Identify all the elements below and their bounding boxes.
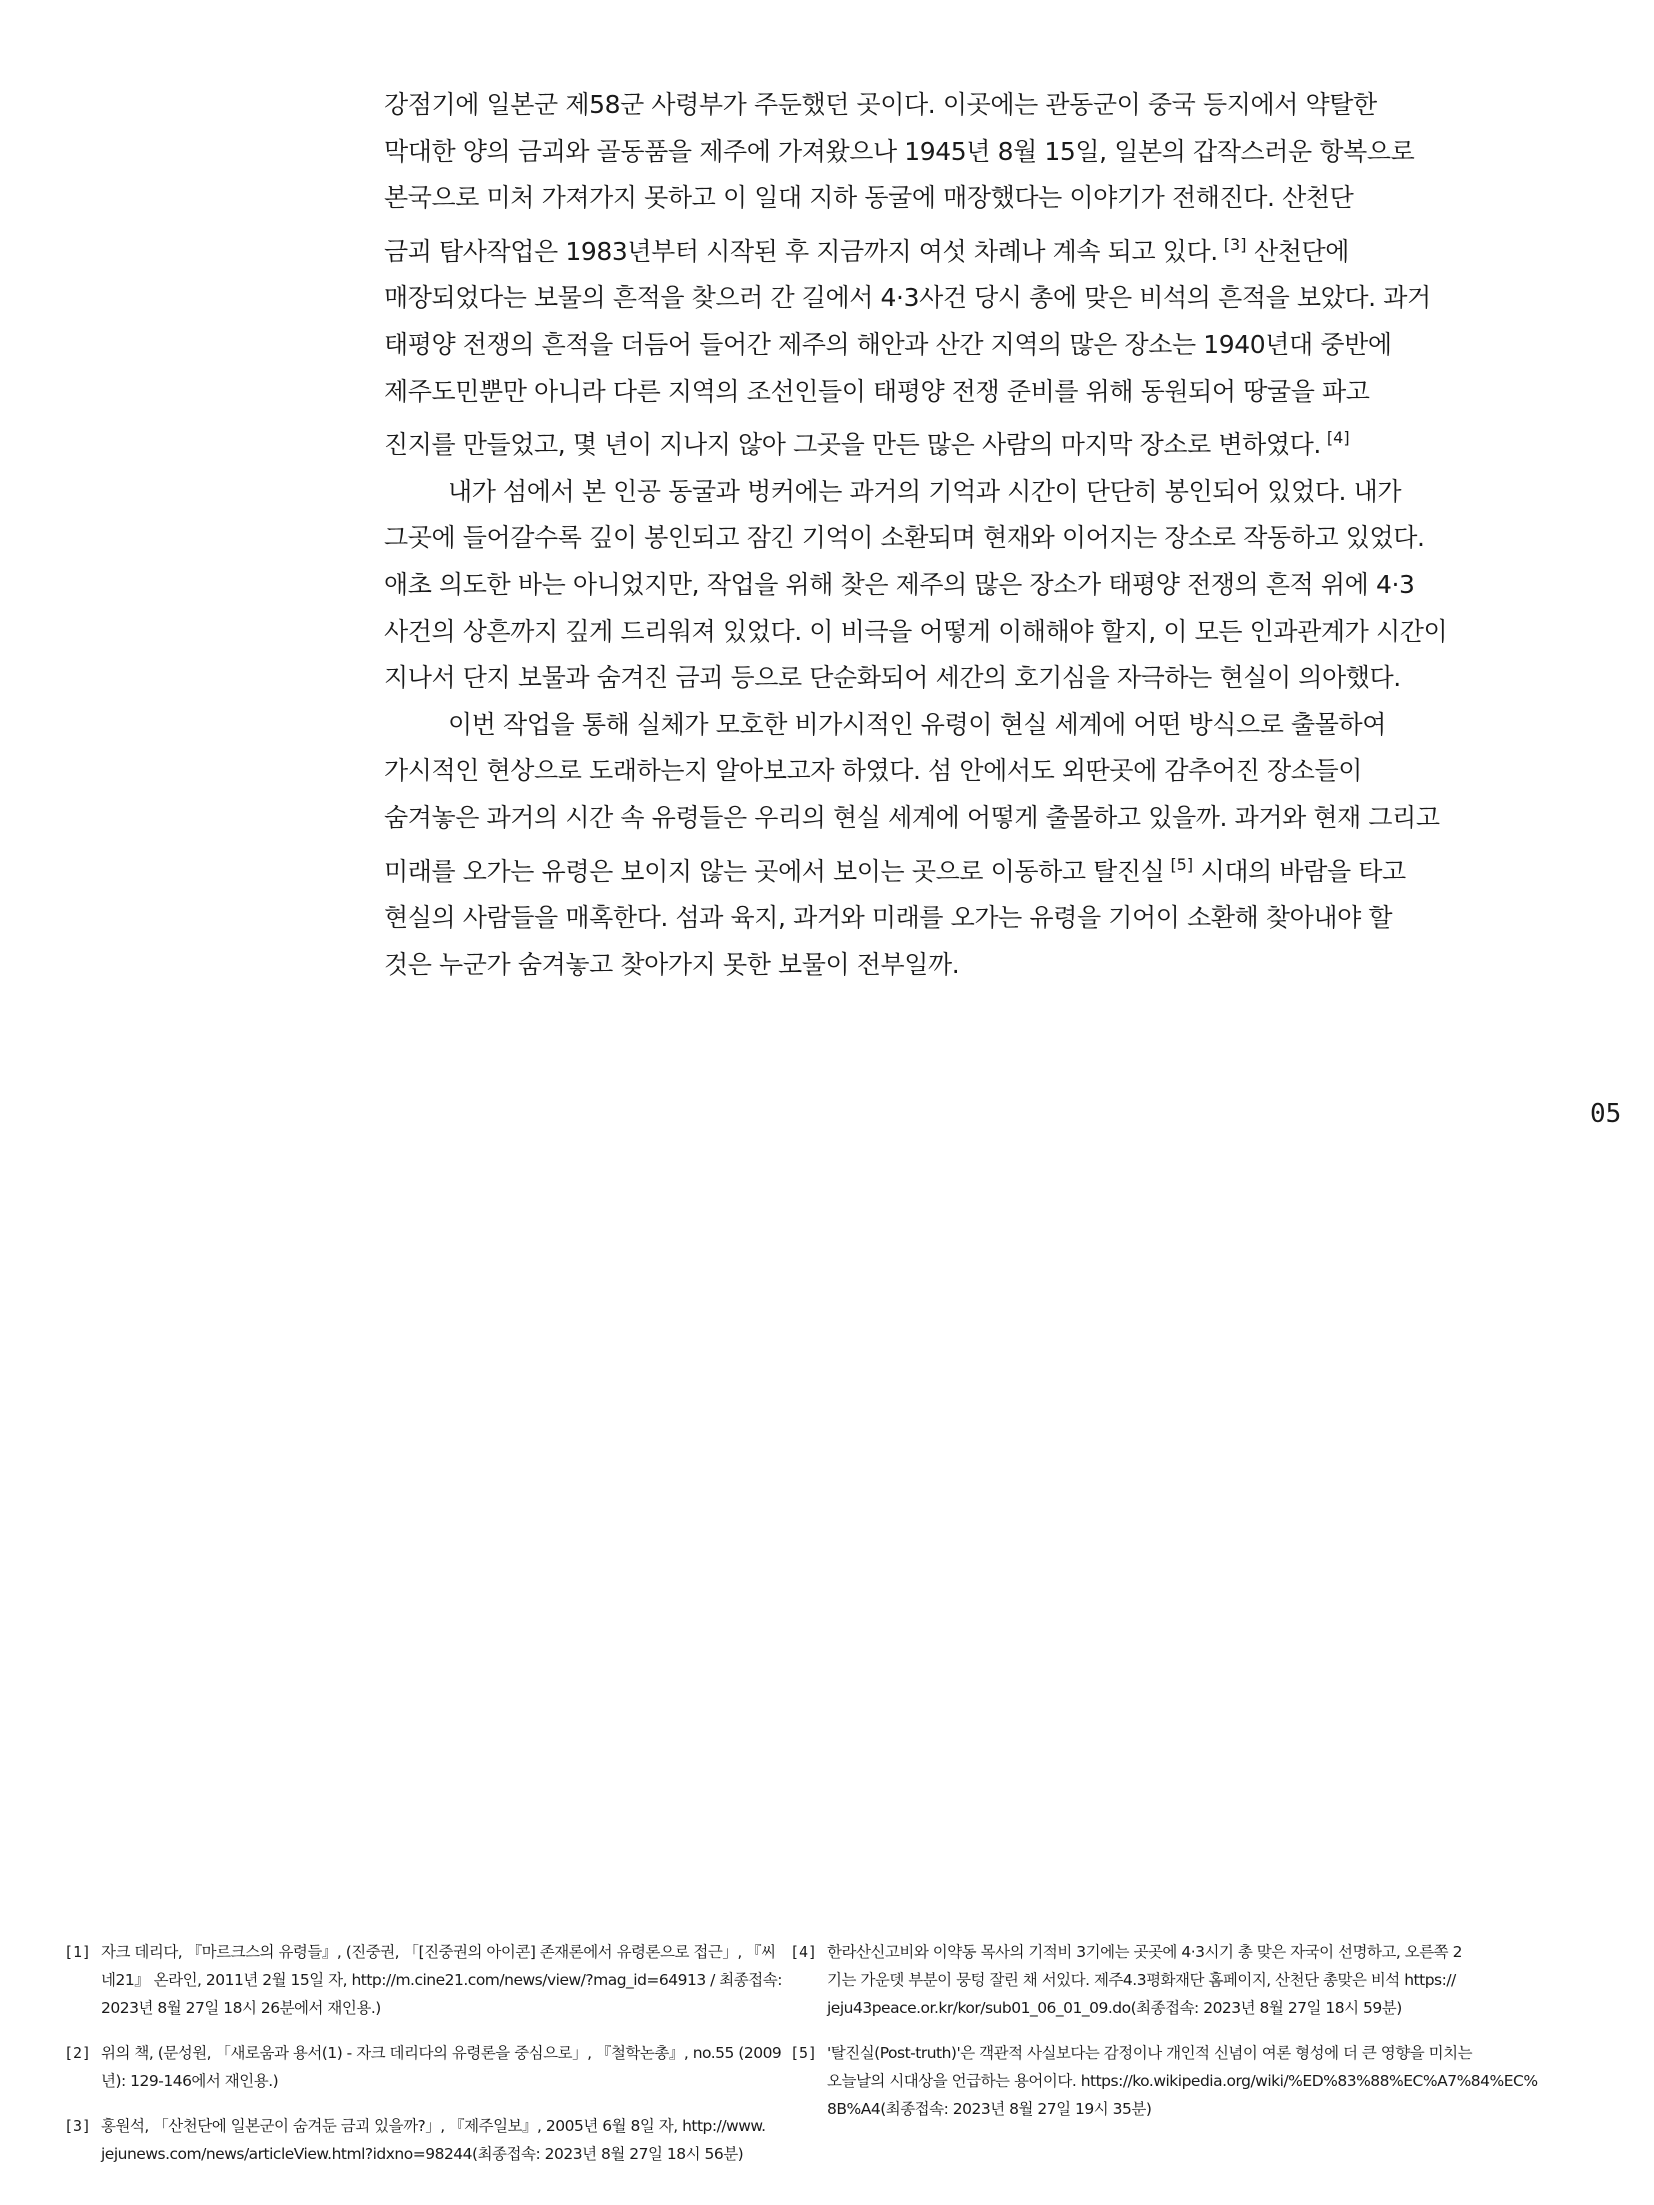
footnote-text-line: 자크 데리다, 『마르크스의 유령들』, (진중권, 「[진중권의 아이콘] 존재론에서 유령론으로 접근」, 『씨 — [101, 1943, 776, 1961]
body-line — [384, 469, 1504, 516]
body-line-text: 막대한 양의 금괴와 골동품을 제주에 가져왔으나 1945년 8월 15일, 일본의 갑작스러운 항복으로 — [384, 136, 1415, 166]
body-line-text-after-ref: 시대의 바람을 타고 — [1193, 856, 1406, 886]
footnote-text-line: 한라산신고비와 이약동 목사의 기적비 3기에는 곳곳에 4·3시기 총 맞은 자국이 선명하고, 오른쪽 2 — [827, 1943, 1462, 1961]
body-text — [384, 82, 1504, 988]
footnote-marker: [1] — [64, 1943, 92, 1961]
footnote-marker: [4] — [790, 1943, 818, 1961]
footnotes-right-column — [790, 1938, 1538, 2140]
footnote-text-line: '탈진실(Post-truth)'은 객관적 사실보다는 감정이나 개인적 신념이 여론 형성에 더 큰 영향을 미치는 — [827, 2044, 1473, 2062]
footnote-text-line: jejunews.com/news/articleView.html?idxno=98244(최종접속: 2023년 8월 27일 18시 56분) — [101, 2145, 744, 2163]
body-line-text: 것은 누군가 숨겨놓고 찾아가지 못한 보물이 전부일까. — [384, 949, 960, 979]
body-line — [384, 175, 1504, 222]
body-line-text: 강점기에 일본군 제58군 사령부가 주둔했던 곳이다. 이곳에는 관동군이 중국 등지에서 약탈한 — [384, 90, 1377, 119]
footnote-text-line: 홍원석, 「산천단에 일본군이 숨겨둔 금괴 있을까?」, 『제주일보』, 2005년 6월 8일 자, http://www. — [101, 2117, 766, 2135]
footnote-reference[interactable]: [3] — [1223, 234, 1247, 254]
body-line-text: 애초 의도한 바는 아니었지만, 작업을 위해 찾은 제주의 많은 장소가 태평양 전쟁의 흔적 위에 4·3 — [384, 569, 1415, 599]
body-line — [384, 515, 1504, 562]
footnote-text-line: jeju43peace.or.kr/kor/sub01_06_01_09.do(최종접속: 2023년 8월 27일 18시 59분) — [827, 1999, 1402, 2017]
footnote — [790, 2039, 1538, 2123]
body-line — [384, 275, 1504, 322]
body-line-text: 제주도민뿐만 아니라 다른 지역의 조선인들이 태평양 전쟁 준비를 위해 동원되어 땅굴을 파고 — [384, 376, 1370, 406]
body-line-text: 지나서 단지 보물과 숨겨진 금괴 등으로 단순화되어 세간의 호기심을 자극하는 현실이 의아했다. — [384, 663, 1401, 693]
footnote-text-line: 8B%A4(최종접속: 2023년 8월 27일 19시 35분) — [827, 2100, 1152, 2118]
footnote-text-line: 2023년 8월 27일 18시 26분에서 재인용.) — [101, 1999, 381, 2017]
body-line — [384, 82, 1504, 129]
body-line-text: 본국으로 미처 가져가지 못하고 이 일대 지하 동굴에 매장했다는 이야기가 전해진다. 산천단 — [384, 183, 1354, 213]
body-line — [384, 129, 1504, 176]
body-line-text-after-ref: 산천단에 — [1246, 236, 1350, 266]
footnote-reference[interactable]: [4] — [1326, 428, 1350, 448]
footnote-text-line: 오늘날의 시대상을 언급하는 용어이다. https://ko.wikipedia.org/wiki/%ED%83%88%EC%A7%84%EC% — [827, 2072, 1538, 2090]
body-line — [384, 655, 1504, 702]
footnotes-left-column — [64, 1938, 782, 2185]
body-line — [384, 842, 1504, 896]
body-line-text: 숨겨놓은 과거의 시간 속 유령들은 우리의 현실 세계에 어떻게 출몰하고 있을까. 과거와 현재 그리고 — [384, 802, 1440, 832]
body-line — [384, 562, 1504, 609]
footnote-marker: [3] — [64, 2117, 92, 2135]
page-number: 05 — [1590, 1099, 1622, 1129]
footnote-text-line: 네21』 온라인, 2011년 2월 15일 자, http://m.cine21.com/news/view/?mag_id=64913 / 최종접속: — [101, 1971, 782, 1989]
body-line — [384, 609, 1504, 656]
footnote-text-line: 위의 책, (문성원, 「새로움과 용서(1) - 자크 데리다의 유령론을 중심으로」, 『철학논총』, no.55 (2009 — [101, 2044, 782, 2062]
body-line-text: 금괴 탐사작업은 1983년부터 시작된 후 지금까지 여섯 차례나 계속 되고 있다. — [384, 236, 1218, 266]
footnote — [64, 1938, 782, 2022]
body-line — [384, 702, 1504, 749]
body-line — [384, 748, 1504, 795]
body-line — [384, 222, 1504, 276]
body-line — [384, 942, 1504, 989]
body-line-text: 그곳에 들어갈수록 깊이 봉인되고 잠긴 기억이 소환되며 현재와 이어지는 장소로 작동하고 있었다. — [384, 523, 1425, 553]
body-line-text: 진지를 만들었고, 몇 년이 지나지 않아 그곳을 만든 많은 사람의 마지막 장소로 변하였다. — [384, 430, 1321, 460]
body-line-text: 이번 작업을 통해 실체가 모호한 비가시적인 유령이 현실 세계에 어떤 방식으로 출몰하여 — [448, 709, 1387, 739]
body-line-text: 매장되었다는 보물의 흔적을 찾으러 간 길에서 4·3사건 당시 총에 맞은 비석의 흔적을 보았다. 과거 — [384, 283, 1431, 313]
body-line-text: 가시적인 현상으로 도래하는지 알아보고자 하였다. 섬 안에서도 외딴곳에 감추어진 장소들이 — [384, 756, 1362, 786]
footnote-reference[interactable]: [5] — [1170, 854, 1194, 874]
body-line — [384, 415, 1504, 469]
body-line-text: 태평양 전쟁의 흔적을 더듬어 들어간 제주의 해안과 산간 지역의 많은 장소는 1940년대 중반에 — [384, 329, 1392, 359]
body-line-text: 내가 섬에서 본 인공 동굴과 벙커에는 과거의 기억과 시간이 단단히 봉인되어 있었다. 내가 — [448, 476, 1402, 506]
footnote-text-line: 기는 가운뎃 부분이 뭉텅 잘린 채 서있다. 제주4.3평화재단 홈페이지, 산천단 총맞은 비석 https:// — [827, 1971, 1456, 1989]
footnote — [64, 2112, 766, 2168]
body-line-text: 사건의 상흔까지 깊게 드리워져 있었다. 이 비극을 어떻게 이해해야 할지, 이 모든 인과관계가 시간이 — [384, 616, 1448, 646]
footnote — [790, 1938, 1490, 2022]
body-line — [384, 895, 1504, 942]
body-line — [384, 322, 1504, 369]
footnote-marker: [5] — [790, 2044, 818, 2062]
footnote-marker: [2] — [64, 2044, 92, 2062]
footnote-text-line: 년): 129-146에서 재인용.) — [101, 2072, 279, 2090]
body-line-text: 미래를 오가는 유령은 보이지 않는 곳에서 보이는 곳으로 이동하고 탈진실 — [384, 856, 1165, 886]
body-line — [384, 369, 1504, 416]
footnote — [64, 2039, 782, 2095]
body-line-text: 현실의 사람들을 매혹한다. 섬과 육지, 과거와 미래를 오가는 유령을 기어이 소환해 찾아내야 할 — [384, 903, 1393, 933]
body-line — [384, 795, 1504, 842]
